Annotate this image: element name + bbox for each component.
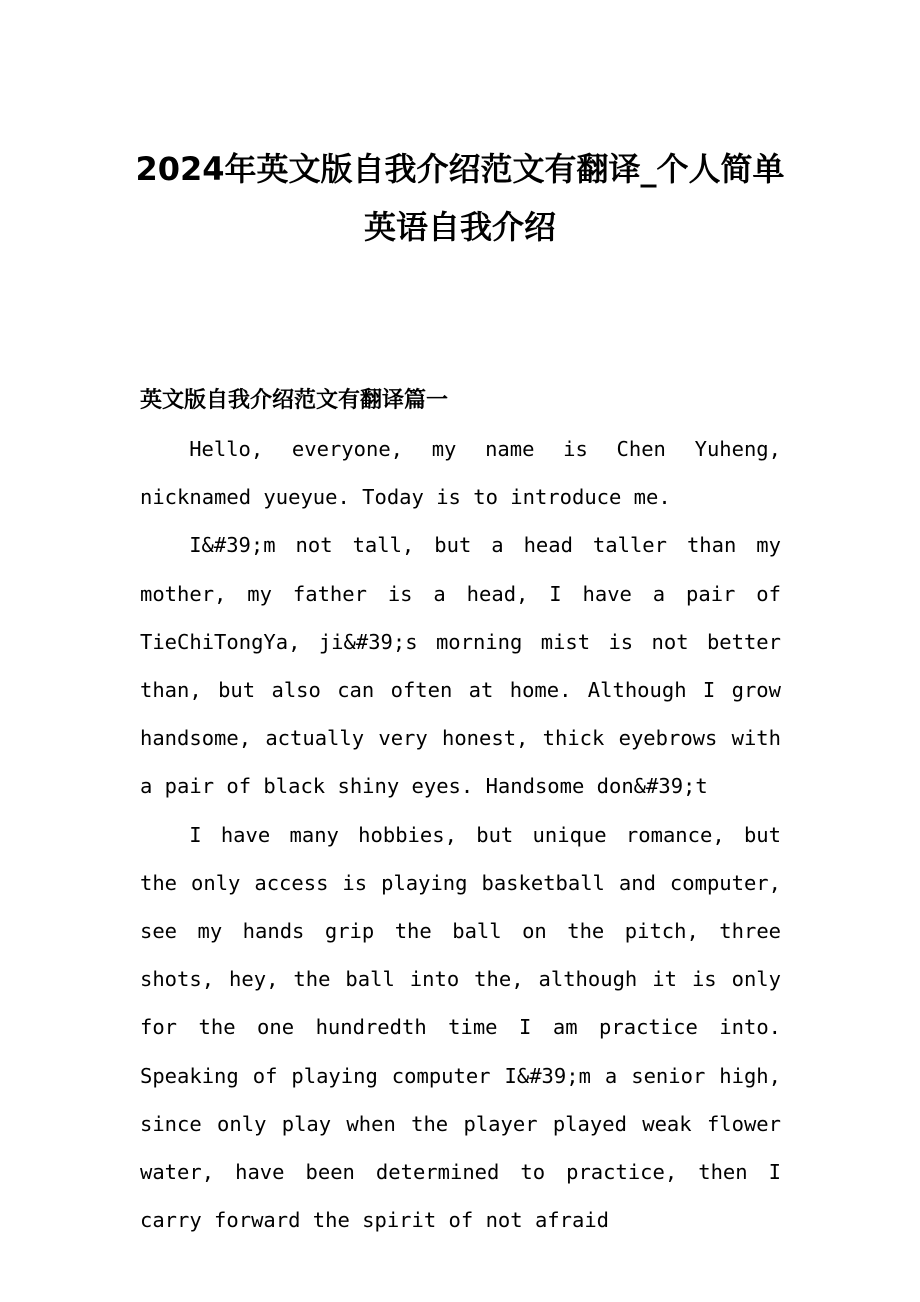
paragraph-3: I have many hobbies, but unique romance, but the only access is playing basketball and computer, see my hands grip the ball on the pitch, three shots, hey, the ball into the, although it is only for the one hundredth time I am practice into. Speaking of playing computer I&#39;m a senior high, since only play when the player played weak flower water, have been determined to practice, then I carry forward the spirit of not afraid [140, 822, 781, 1233]
paragraph-2: I&#39;m not tall, but a head taller than my mother, my father is a head, I have a pair of TieChiTongYa, ji&#39;s morning mist is not better than, but also can often at home. Although I grow handsome, actually very honest, thick eyebrows with a pair of black shiny eyes. Handsome don&#39;t [140, 533, 781, 799]
document-body [140, 425, 781, 1244]
paragraph-1: Hello, everyone, my name is Chen Yuheng, nicknamed yueyue. Today is to introduce me. [140, 437, 781, 510]
document-title: 2024年英文版自我介绍范文有翻译_个人简单英语自我介绍 [135, 150, 785, 246]
section-heading: 英文版自我介绍范文有翻译篇一 [140, 387, 449, 413]
